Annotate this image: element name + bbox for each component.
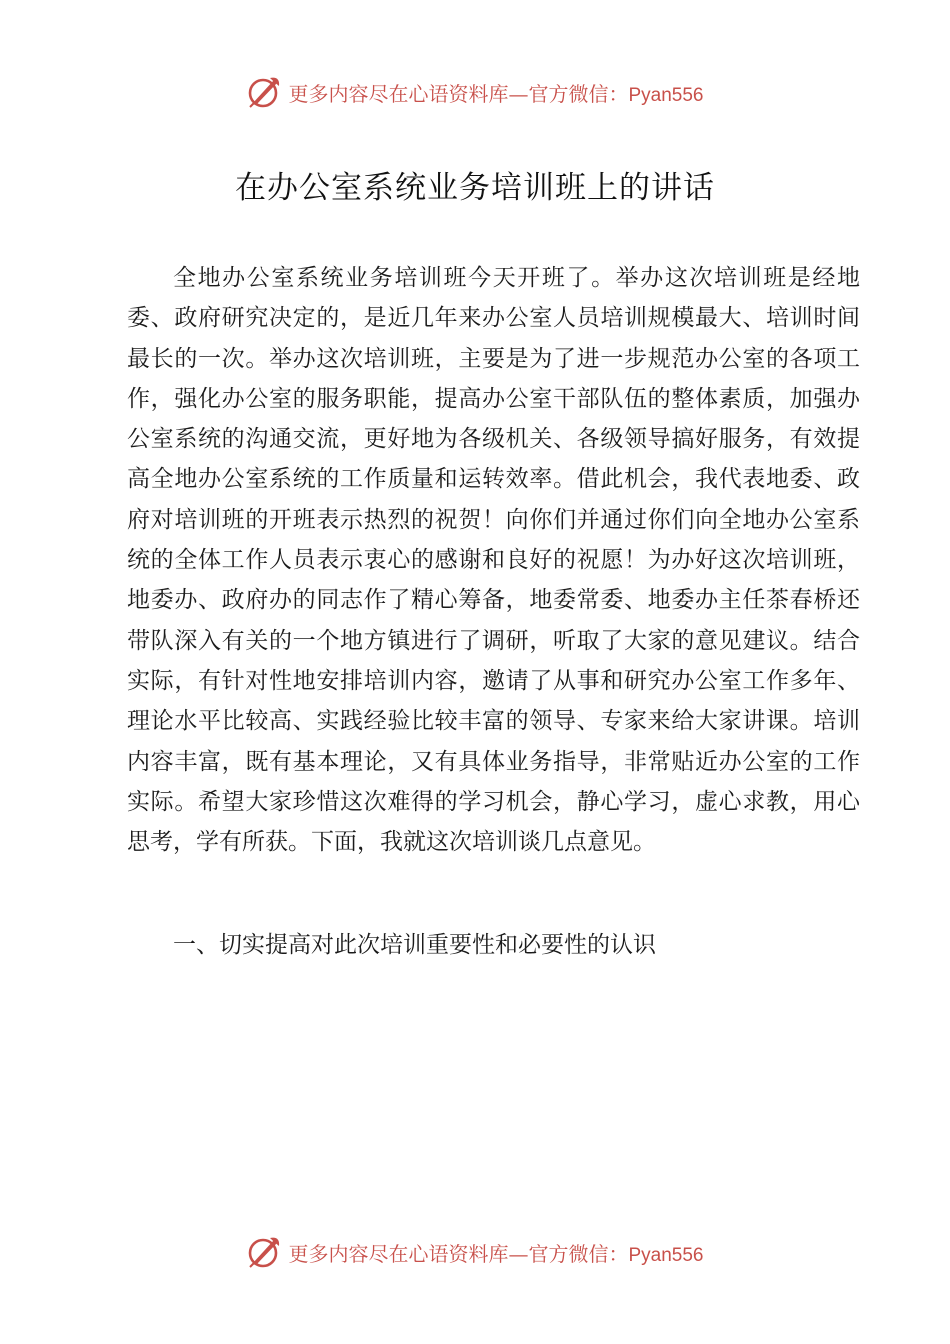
header-banner-account: Pyan556 [628,84,704,106]
footer-banner-content [246,1234,703,1270]
header-banner-label: 更多内容尽在心语资料库—官方微信： [288,81,629,106]
quill-pen-logo-icon [246,1234,282,1270]
header-banner-text [288,78,703,107]
footer-banner-label: 更多内容尽在心语资料库—官方微信： [288,1241,629,1266]
body-paragraph: 全地办公室系统业务培训班今天开班了。举办这次培训班是经地委、政府研究决定的，是近几年来办公室人员培训规模最大、培训时间最长的一次。举办这次培训班，主要是为了进一步规范办公室的各项工作，强化办公室的服务职能，提高办公室干部队伍的整体素质，加强办公室系统的沟通交流，更好地为各级机关、各级领导搞好服务，有效提高全地办公室系统的工作质量和运转效率。借此机会，我代表地委、政府对培训班的开班表示热烈的祝贺！向你们并通过你们向全地办公室系统的全体工作人员表示衷心的感谢和良好的祝愿！为办好这次培训班，地委办、政府办的同志作了精心筹备，地委常委、地委办主任茶春桥还带队深入有关的一个地方镇进行了调研，听取了大家的意见建议。结合实际，有针对性地安排培训内容，邀请了从事和研究办公室工作多年、理论水平比较高、实践经验比较丰富的领导、专家来给大家讲课。培训内容丰富，既有基本理论，又有具体业务指导，非常贴近办公室的工作实际。希望大家珍惜这次难得的学习机会，静心学习，虚心求教，用心思考，学有所获。下面，我就这次培训谈几点意见。 [127,265,860,856]
footer-banner [0,1232,950,1272]
header-banner-content [246,74,703,110]
footer-banner-text [288,1238,703,1267]
header-banner [0,72,950,112]
footer-banner-account: Pyan556 [628,1244,704,1266]
quill-pen-logo-icon [246,74,282,110]
document-title: 在办公室系统业务培训班上的讲话 [235,170,715,206]
section-heading: 一、切实提高对此次培训重要性和必要性的认识 [173,932,656,958]
